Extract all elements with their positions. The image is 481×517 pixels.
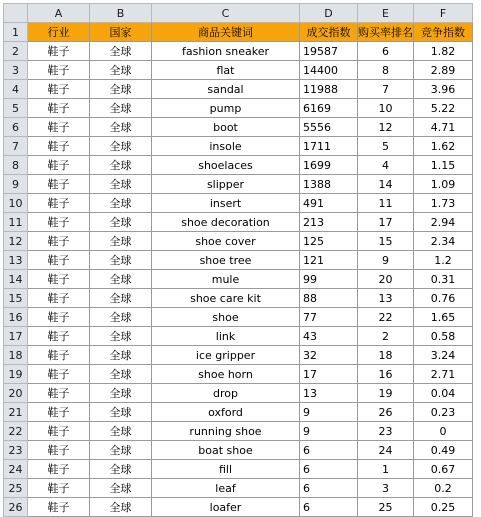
table-row — [4, 479, 473, 498]
cell-keyword[interactable]: slipper — [152, 175, 300, 194]
cell-country[interactable]: 全球 — [90, 441, 152, 460]
header-cell-volume-index[interactable]: 成交指数 — [300, 23, 358, 42]
cell-purchase-rank[interactable]: 3 — [358, 479, 414, 498]
cell-keyword[interactable]: insert — [152, 194, 300, 213]
table-row — [4, 403, 473, 422]
cell-volume-index[interactable]: 14400 — [300, 61, 358, 80]
row-number[interactable]: 2 — [4, 42, 28, 61]
table-row — [4, 156, 473, 175]
row-number[interactable]: 24 — [4, 460, 28, 479]
cell-country[interactable]: 全球 — [90, 460, 152, 479]
table-row — [4, 251, 473, 270]
table-row — [4, 61, 473, 80]
row-number[interactable]: 11 — [4, 213, 28, 232]
cell-industry[interactable]: 鞋子 — [28, 156, 90, 175]
cell-industry[interactable]: 鞋子 — [28, 42, 90, 61]
header-cell-industry[interactable]: 行业 — [28, 23, 90, 42]
cell-country[interactable]: 全球 — [90, 251, 152, 270]
cell-purchase-rank[interactable]: 11 — [358, 194, 414, 213]
cell-purchase-rank[interactable]: 24 — [358, 441, 414, 460]
cell-volume-index[interactable]: 9 — [300, 422, 358, 441]
cell-volume-index[interactable]: 6 — [300, 460, 358, 479]
cell-industry[interactable]: 鞋子 — [28, 118, 90, 137]
row-number[interactable]: 14 — [4, 270, 28, 289]
row-number[interactable]: 8 — [4, 156, 28, 175]
cell-industry[interactable]: 鞋子 — [28, 479, 90, 498]
cell-purchase-rank[interactable]: 2 — [358, 327, 414, 346]
cell-keyword[interactable]: oxford — [152, 403, 300, 422]
cell-purchase-rank[interactable]: 17 — [358, 213, 414, 232]
cell-keyword[interactable]: boat shoe — [152, 441, 300, 460]
cell-keyword[interactable]: shoe tree — [152, 251, 300, 270]
cell-industry[interactable]: 鞋子 — [28, 289, 90, 308]
row-number[interactable]: 4 — [4, 80, 28, 99]
cell-competition-index[interactable]: 0.49 — [414, 441, 473, 460]
cell-competition-index[interactable]: 1.09 — [414, 175, 473, 194]
cell-country[interactable]: 全球 — [90, 327, 152, 346]
cell-competition-index[interactable]: 2.34 — [414, 232, 473, 251]
cell-purchase-rank[interactable]: 20 — [358, 270, 414, 289]
cell-industry[interactable]: 鞋子 — [28, 194, 90, 213]
cell-competition-index[interactable]: 1.82 — [414, 42, 473, 61]
cell-volume-index[interactable]: 17 — [300, 365, 358, 384]
cell-volume-index[interactable]: 1699 — [300, 156, 358, 175]
table-row — [4, 441, 473, 460]
row-number[interactable]: 12 — [4, 232, 28, 251]
cell-country[interactable]: 全球 — [90, 289, 152, 308]
cell-volume-index[interactable]: 1711 — [300, 137, 358, 156]
cell-industry[interactable]: 鞋子 — [28, 213, 90, 232]
cell-volume-index[interactable]: 491 — [300, 194, 358, 213]
cell-country[interactable]: 全球 — [90, 194, 152, 213]
row-number[interactable]: 22 — [4, 422, 28, 441]
cell-volume-index[interactable]: 125 — [300, 232, 358, 251]
cell-purchase-rank[interactable]: 23 — [358, 422, 414, 441]
cell-keyword[interactable]: mule — [152, 270, 300, 289]
cell-industry[interactable]: 鞋子 — [28, 80, 90, 99]
table-row — [4, 327, 473, 346]
column-header-c[interactable]: C — [152, 4, 300, 23]
row-number[interactable]: 26 — [4, 498, 28, 517]
cell-country[interactable]: 全球 — [90, 232, 152, 251]
cell-competition-index[interactable]: 2.94 — [414, 213, 473, 232]
cell-volume-index[interactable]: 6 — [300, 479, 358, 498]
table-row — [4, 232, 473, 251]
cell-competition-index[interactable]: 0.31 — [414, 270, 473, 289]
column-header-b[interactable]: B — [90, 4, 152, 23]
cell-keyword[interactable]: pump — [152, 99, 300, 118]
header-cell-country[interactable]: 国家 — [90, 23, 152, 42]
cell-purchase-rank[interactable]: 12 — [358, 118, 414, 137]
cell-country[interactable]: 全球 — [90, 213, 152, 232]
cell-keyword[interactable]: boot — [152, 118, 300, 137]
row-number[interactable]: 20 — [4, 384, 28, 403]
cell-country[interactable]: 全球 — [90, 403, 152, 422]
cell-country[interactable]: 全球 — [90, 270, 152, 289]
cell-country[interactable]: 全球 — [90, 156, 152, 175]
cell-industry[interactable]: 鞋子 — [28, 232, 90, 251]
cell-competition-index[interactable]: 1.65 — [414, 308, 473, 327]
cell-competition-index[interactable]: 1.15 — [414, 156, 473, 175]
row-number[interactable]: 17 — [4, 327, 28, 346]
table-row — [4, 422, 473, 441]
table-row — [4, 308, 473, 327]
cell-competition-index[interactable]: 0.04 — [414, 384, 473, 403]
column-header-a[interactable]: A — [28, 4, 90, 23]
table-row — [4, 460, 473, 479]
cell-purchase-rank[interactable]: 7 — [358, 80, 414, 99]
cell-keyword[interactable]: shoelaces — [152, 156, 300, 175]
table-row — [4, 289, 473, 308]
row-number[interactable]: 1 — [4, 23, 28, 42]
cell-country[interactable]: 全球 — [90, 118, 152, 137]
cell-competition-index[interactable]: 3.24 — [414, 346, 473, 365]
cell-industry[interactable]: 鞋子 — [28, 61, 90, 80]
table-row — [4, 42, 473, 61]
table-row — [4, 99, 473, 118]
cell-purchase-rank[interactable]: 9 — [358, 251, 414, 270]
table-row — [4, 498, 473, 517]
cell-purchase-rank[interactable]: 16 — [358, 365, 414, 384]
table-row — [4, 118, 473, 137]
table-header-row — [4, 23, 473, 42]
cell-purchase-rank[interactable]: 25 — [358, 498, 414, 517]
cell-keyword[interactable]: shoe cover — [152, 232, 300, 251]
cell-keyword[interactable]: leaf — [152, 479, 300, 498]
row-number[interactable]: 15 — [4, 289, 28, 308]
header-cell-keyword[interactable]: 商品关键词 — [152, 23, 300, 42]
cell-keyword[interactable]: shoe horn — [152, 365, 300, 384]
column-header-row — [4, 4, 473, 23]
cell-purchase-rank[interactable]: 18 — [358, 346, 414, 365]
cell-competition-index[interactable]: 0.23 — [414, 403, 473, 422]
cell-industry[interactable]: 鞋子 — [28, 175, 90, 194]
table-row — [4, 270, 473, 289]
cell-keyword[interactable]: fill — [152, 460, 300, 479]
cell-volume-index[interactable]: 19587 — [300, 42, 358, 61]
header-cell-purchase-rank[interactable]: 购买率排名 — [358, 23, 414, 42]
cell-purchase-rank[interactable]: 19 — [358, 384, 414, 403]
cell-country[interactable]: 全球 — [90, 384, 152, 403]
cell-keyword[interactable]: loafer — [152, 498, 300, 517]
table-row — [4, 194, 473, 213]
cell-industry[interactable]: 鞋子 — [28, 384, 90, 403]
row-number[interactable]: 18 — [4, 346, 28, 365]
cell-competition-index[interactable]: 3.96 — [414, 80, 473, 99]
cell-keyword[interactable]: shoe care kit — [152, 289, 300, 308]
cell-competition-index[interactable]: 0.25 — [414, 498, 473, 517]
cell-volume-index[interactable]: 5556 — [300, 118, 358, 137]
cell-competition-index[interactable]: 0 — [414, 422, 473, 441]
cell-industry[interactable]: 鞋子 — [28, 327, 90, 346]
table-row — [4, 137, 473, 156]
row-number[interactable]: 10 — [4, 194, 28, 213]
cell-country[interactable]: 全球 — [90, 61, 152, 80]
table-row — [4, 384, 473, 403]
cell-purchase-rank[interactable]: 26 — [358, 403, 414, 422]
cell-competition-index[interactable]: 4.71 — [414, 118, 473, 137]
cell-purchase-rank[interactable]: 13 — [358, 289, 414, 308]
cell-purchase-rank[interactable]: 10 — [358, 99, 414, 118]
cell-competition-index[interactable]: 5.22 — [414, 99, 473, 118]
cell-volume-index[interactable]: 213 — [300, 213, 358, 232]
cell-purchase-rank[interactable]: 14 — [358, 175, 414, 194]
cell-keyword[interactable]: fashion sneaker — [152, 42, 300, 61]
cell-purchase-rank[interactable]: 6 — [358, 42, 414, 61]
cell-industry[interactable]: 鞋子 — [28, 422, 90, 441]
row-number[interactable]: 16 — [4, 308, 28, 327]
cell-keyword[interactable]: running shoe — [152, 422, 300, 441]
spreadsheet-grid — [3, 3, 473, 517]
cell-country[interactable]: 全球 — [90, 422, 152, 441]
cell-industry[interactable]: 鞋子 — [28, 346, 90, 365]
header-cell-competition-index[interactable]: 竞争指数 — [414, 23, 473, 42]
table-row — [4, 213, 473, 232]
cell-purchase-rank[interactable]: 1 — [358, 460, 414, 479]
cell-volume-index[interactable]: 32 — [300, 346, 358, 365]
row-number[interactable]: 5 — [4, 99, 28, 118]
cell-volume-index[interactable]: 43 — [300, 327, 358, 346]
cell-country[interactable]: 全球 — [90, 308, 152, 327]
cell-country[interactable]: 全球 — [90, 42, 152, 61]
cell-competition-index[interactable]: 0.67 — [414, 460, 473, 479]
cell-volume-index[interactable]: 9 — [300, 403, 358, 422]
cell-country[interactable]: 全球 — [90, 80, 152, 99]
column-header-e[interactable]: E — [358, 4, 414, 23]
row-number[interactable]: 13 — [4, 251, 28, 270]
cell-industry[interactable]: 鞋子 — [28, 137, 90, 156]
cell-industry[interactable]: 鞋子 — [28, 498, 90, 517]
cell-industry[interactable]: 鞋子 — [28, 460, 90, 479]
row-number[interactable]: 19 — [4, 365, 28, 384]
row-number[interactable]: 25 — [4, 479, 28, 498]
row-number[interactable]: 21 — [4, 403, 28, 422]
cell-keyword[interactable]: sandal — [152, 80, 300, 99]
cell-volume-index[interactable]: 88 — [300, 289, 358, 308]
cell-country[interactable]: 全球 — [90, 479, 152, 498]
cell-country[interactable]: 全球 — [90, 498, 152, 517]
cell-country[interactable]: 全球 — [90, 137, 152, 156]
cell-competition-index[interactable]: 0.2 — [414, 479, 473, 498]
column-header-d[interactable]: D — [300, 4, 358, 23]
cell-purchase-rank[interactable]: 4 — [358, 156, 414, 175]
cell-keyword[interactable]: link — [152, 327, 300, 346]
cell-keyword[interactable]: insole — [152, 137, 300, 156]
cell-volume-index[interactable]: 6 — [300, 498, 358, 517]
cell-competition-index[interactable]: 1.2 — [414, 251, 473, 270]
cell-volume-index[interactable]: 6169 — [300, 99, 358, 118]
table-row — [4, 80, 473, 99]
cell-volume-index[interactable]: 1388 — [300, 175, 358, 194]
cell-volume-index[interactable]: 6 — [300, 441, 358, 460]
select-all-corner[interactable] — [4, 4, 28, 23]
cell-industry[interactable]: 鞋子 — [28, 99, 90, 118]
cell-industry[interactable]: 鞋子 — [28, 308, 90, 327]
cell-country[interactable]: 全球 — [90, 99, 152, 118]
cell-industry[interactable]: 鞋子 — [28, 441, 90, 460]
column-header-f[interactable]: F — [414, 4, 473, 23]
cell-volume-index[interactable]: 121 — [300, 251, 358, 270]
cell-industry[interactable]: 鞋子 — [28, 251, 90, 270]
table-row — [4, 346, 473, 365]
cell-volume-index[interactable]: 13 — [300, 384, 358, 403]
cell-volume-index[interactable]: 99 — [300, 270, 358, 289]
cell-country[interactable]: 全球 — [90, 346, 152, 365]
cell-competition-index[interactable]: 1.73 — [414, 194, 473, 213]
row-number[interactable]: 7 — [4, 137, 28, 156]
cell-competition-index[interactable]: 1.62 — [414, 137, 473, 156]
cell-volume-index[interactable]: 77 — [300, 308, 358, 327]
cell-purchase-rank[interactable]: 8 — [358, 61, 414, 80]
cell-purchase-rank[interactable]: 5 — [358, 137, 414, 156]
row-number[interactable]: 6 — [4, 118, 28, 137]
cell-competition-index[interactable]: 0.76 — [414, 289, 473, 308]
cell-competition-index[interactable]: 2.71 — [414, 365, 473, 384]
cell-purchase-rank[interactable]: 15 — [358, 232, 414, 251]
table-row — [4, 365, 473, 384]
row-number[interactable]: 3 — [4, 61, 28, 80]
cell-industry[interactable]: 鞋子 — [28, 365, 90, 384]
cell-country[interactable]: 全球 — [90, 365, 152, 384]
table-row — [4, 175, 473, 194]
cell-keyword[interactable]: drop — [152, 384, 300, 403]
cell-industry[interactable]: 鞋子 — [28, 270, 90, 289]
cell-country[interactable]: 全球 — [90, 175, 152, 194]
cell-keyword[interactable]: shoe decoration — [152, 213, 300, 232]
cell-industry[interactable]: 鞋子 — [28, 403, 90, 422]
cell-keyword[interactable]: flat — [152, 61, 300, 80]
row-number[interactable]: 9 — [4, 175, 28, 194]
row-number[interactable]: 23 — [4, 441, 28, 460]
cell-keyword[interactable]: shoe — [152, 308, 300, 327]
cell-competition-index[interactable]: 0.58 — [414, 327, 473, 346]
cell-purchase-rank[interactable]: 22 — [358, 308, 414, 327]
cell-keyword[interactable]: ice gripper — [152, 346, 300, 365]
cell-competition-index[interactable]: 2.89 — [414, 61, 473, 80]
cell-volume-index[interactable]: 11988 — [300, 80, 358, 99]
